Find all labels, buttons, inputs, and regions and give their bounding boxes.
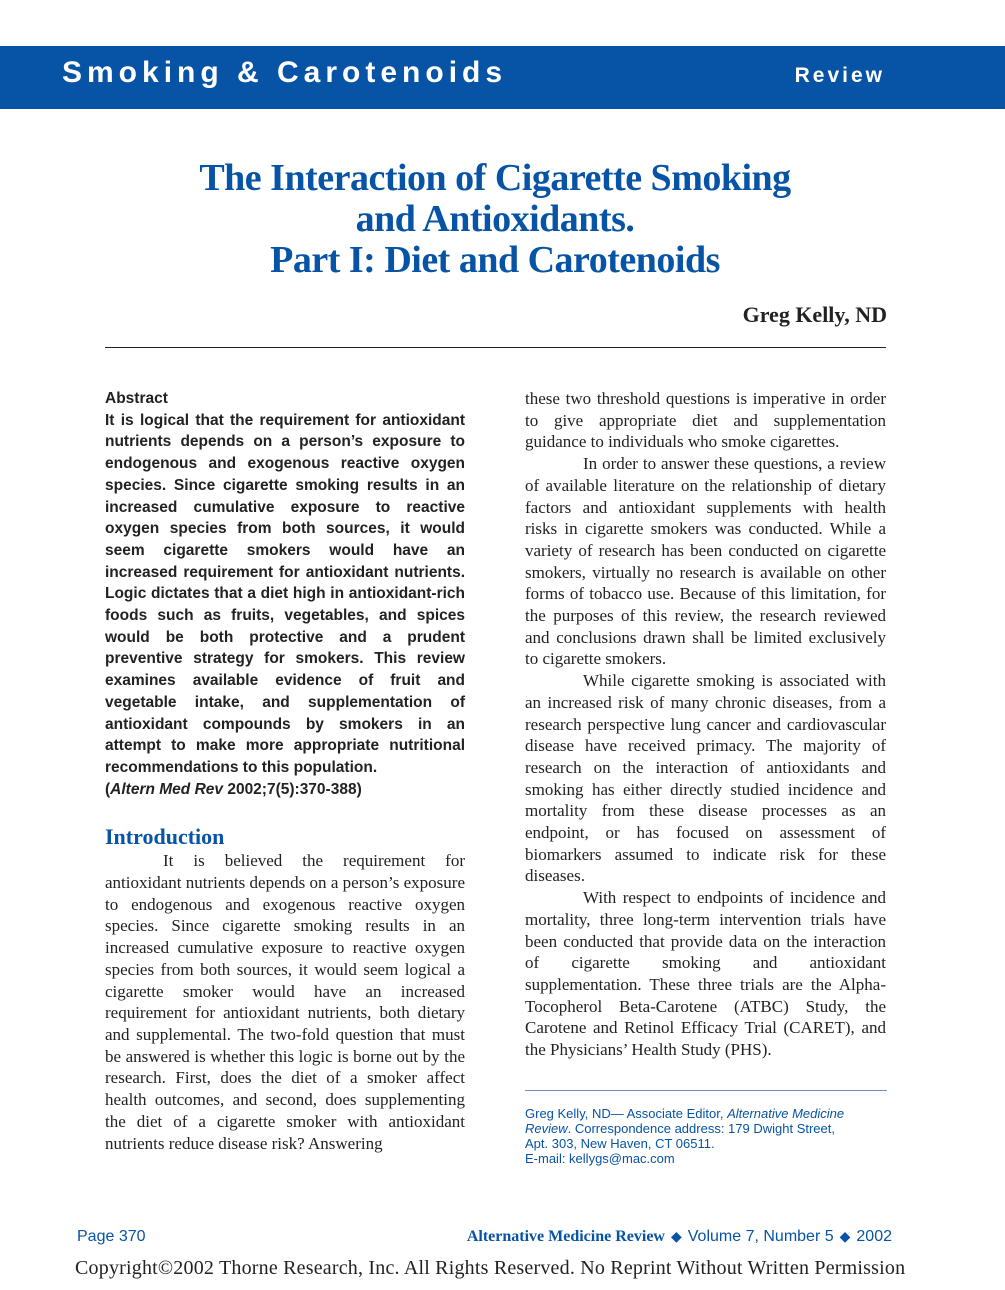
footnote-prefix: Greg Kelly, ND— Associate Editor,: [525, 1106, 728, 1121]
footer-journal-info: [467, 1228, 892, 1246]
introduction-paragraph-1: It is believed the requirement for antioxidant nutrients depends on a person’s exposure to endogenous and exogenous reactive oxygen species. Since cigarette smoking results in an increased cumulative exposure to reactive oxygen species from both sources, it would seem logical a cigarette smoker would have an increased requirement for antioxidant nutrients, both dietary and supplemental. The two-fold question that must be answered is whether this logic is borne out by the research. First, does the diet of a smoker affect health outcomes, and second, does supplementing the diet of a cigarette smoker with antioxidant nutrients reduce disease risk? Answering: [105, 851, 465, 1153]
page-number: Page 370: [77, 1228, 146, 1245]
footer-journal-name: Alternative Medicine Review: [466, 1228, 665, 1245]
diamond-icon: ◆: [670, 1229, 682, 1245]
title-line-2: and Antioxidants.: [355, 198, 635, 240]
right-paragraph-2: In order to answer these questions, a review of available literature on the relationship of dietary factors and antioxidant supplements with health risks in cigarette smokers was conducted. While a variety of research has been conducted on cigarette smokers, virtually no research is available on other forms of tobacco use. Because of this limitation, for the purposes of this review, the research reviewed and conclusions drawn shall be limited exclusively to cigarette smokers.: [525, 454, 886, 669]
author-name: Greg Kelly, ND: [742, 302, 887, 327]
left-column: [105, 388, 465, 1154]
author-footnote: [525, 1106, 887, 1166]
abstract-heading: Abstract: [105, 390, 168, 407]
right-column: [525, 388, 886, 1061]
title-line-3: Part I: Diet and Carotenoids: [270, 239, 720, 281]
footnote-address: . Correspondence address: 179 Dwight Street,: [567, 1121, 835, 1136]
introduction-heading: Introduction: [105, 824, 225, 850]
header-banner: [0, 46, 1005, 109]
diamond-icon: ◆: [839, 1229, 851, 1245]
abstract-body: It is logical that the requirement for antioxidant nutrients depends on a person’s exposure to endogenous and exogenous reactive oxygen species. Since cigarette smoking results in an increased cumulative exposure to reactive oxygen species from both sources, it would seem cigarette smokers would have an increased requirement for antioxidant nutrients. Logic dictates that a diet high in antioxidant-rich foods such as fruits, vegetables, and spices would be both protective and a prudent preventive strategy for smokers. This review examines available evidence of fruit and vegetable intake, and supplementation of antioxidant compounds by smokers in an attempt to make more appropriate nutritional recommendations to this population.: [105, 411, 465, 776]
article-type-label: Review: [794, 64, 885, 87]
right-paragraph-3: While cigarette smoking is associated with an increased risk of many chronic diseases, from a research perspective lung cancer and cardiovascular disease have received primacy. The majority of research on the interaction of antioxidants and smoking has either directly studied incidence and mortality from these disease processes as an endpoint, or has focused on assessment of biomarkers assumed to indicate risk for these diseases.: [525, 671, 886, 886]
footnote-apartment: Apt. 303, New Haven, CT 06511.: [525, 1136, 715, 1151]
citation-journal: Altern Med Rev: [110, 780, 224, 798]
article-title: [105, 158, 885, 281]
right-paragraph-4: With respect to endpoints of incidence and mortality, three long-term intervention trials have been conducted that provide data on the interaction of cigarette smoking and antioxidant supplementation. These three trials are the Alpha-Tocopherol Beta-Carotene (ATBC) Study, the Carotene and Retinol Efficacy Trial (CARET), and the Physicians’ Health Study (PHS).: [525, 888, 886, 1060]
citation-ref: 2002;7(5):370-388): [223, 780, 362, 798]
footnote-divider: [525, 1090, 887, 1091]
copyright-notice: Copyright©2002 Thorne Research, Inc. All Rights Reserved. No Reprint Without Written Permission: [75, 1257, 906, 1279]
footer-volume: Volume 7, Number 5: [687, 1228, 834, 1245]
title-line-1: The Interaction of Cigarette Smoking: [199, 157, 791, 199]
abstract-citation: [105, 779, 465, 801]
citation-open: (: [105, 780, 111, 798]
section-label: Smoking & Carotenoids: [62, 56, 508, 89]
footnote-email: E-mail: kellygs@mac.com: [525, 1151, 675, 1166]
title-divider: [105, 347, 886, 348]
right-paragraph-1: these two threshold questions is imperative in order to give appropriate diet and supplementation guidance to individuals who smoke cigarettes.: [525, 389, 886, 452]
footnote-journal: Alternative Medicine Review: [525, 1106, 845, 1136]
footer-year: 2002: [856, 1228, 892, 1245]
